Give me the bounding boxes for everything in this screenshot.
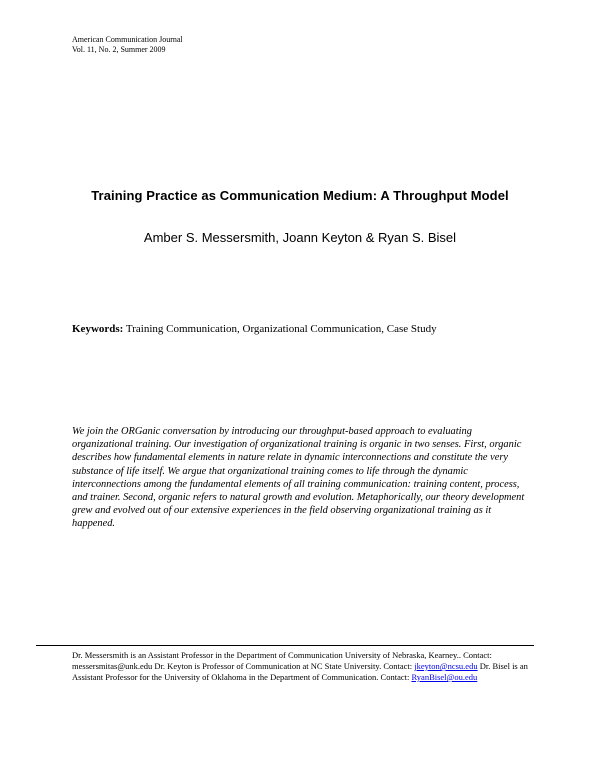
footnote-divider (36, 645, 534, 646)
keywords-label: Keywords: (72, 323, 124, 335)
keywords-line (72, 323, 437, 335)
keywords-text: Training Communication, Organizational Communication, Case Study (123, 323, 437, 335)
email-link-bisel[interactable]: RyanBisel@ou.edu (411, 672, 478, 682)
journal-name: American Communication Journal (72, 35, 183, 44)
author-footnote (72, 650, 537, 683)
email-link-keyton[interactable]: jkeyton@ncsu.edu (414, 661, 478, 671)
footnote-text-1: Dr. Messersmith is an Assistant Professor in the Department of Communication University of Nebraska, Kearney.. Contact: messersmitas@unk.edu Dr. Keyton is Professor of Communication at NC State University. Contact: (72, 650, 492, 671)
running-header (72, 35, 183, 55)
journal-volume: Vol. 11, No. 2, Summer 2009 (72, 45, 166, 54)
author-list: Amber S. Messersmith, Joann Keyton & Ryan S. Bisel (143, 230, 457, 245)
abstract: We join the ORGanic conversation by introducing our throughput-based approach to evaluating organizational training. Our investigation of organizational training is organic in two senses. First, organic describes how fundamental elements in nature relate in dynamic interconnections and constitute the very substance of life itself. We argue that organizational training comes to life through the dynamic interconnections among the fundamental elements of all training communication: training content, process, and trainer. Second, organic refers to natural growth and evolution. Metaphorically, our theory development grew and evolved out of our extensive experiences in the field observing organizational training as it happened. (72, 426, 525, 530)
paper-title: Training Practice as Communication Medium: A Throughput Model (91, 188, 509, 203)
footnote-text-2: Dr. Bisel is an Assistant Professor for the University of Oklahoma in the Department of Communication. Contact: (72, 661, 528, 682)
